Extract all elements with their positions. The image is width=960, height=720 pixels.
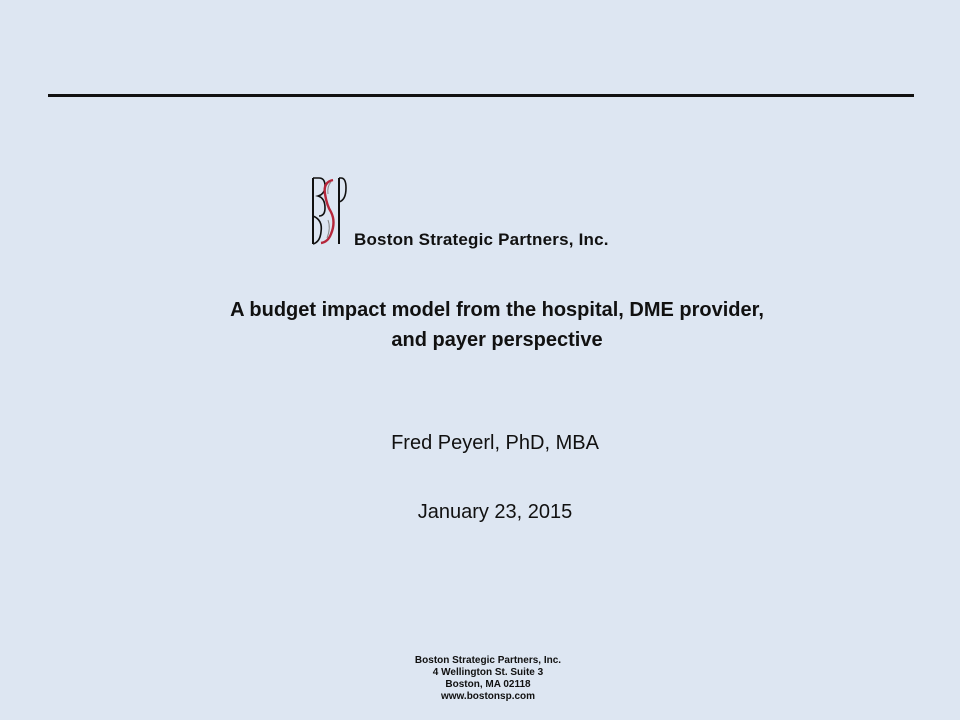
footer-address [388,655,588,703]
footer-website: www.bostonsp.com [440,691,536,702]
footer-company: Boston Strategic Partners, Inc. [414,655,562,666]
footer-city: Boston, MA 02118 [445,679,531,690]
company-name: Boston Strategic Partners, Inc. [354,230,609,249]
header-divider [48,94,914,97]
presentation-date: January 23, 2015 [417,501,573,523]
footer-street: 4 Wellington St. Suite 3 [432,667,544,678]
presentation-title [130,295,864,355]
bsp-logo-icon [311,176,347,246]
title-line-2: and payer perspective [391,329,603,351]
author-name: Fred Peyerl, PhD, MBA [391,432,599,454]
title-line-1: A budget impact model from the hospital, DME provider, [230,299,764,321]
